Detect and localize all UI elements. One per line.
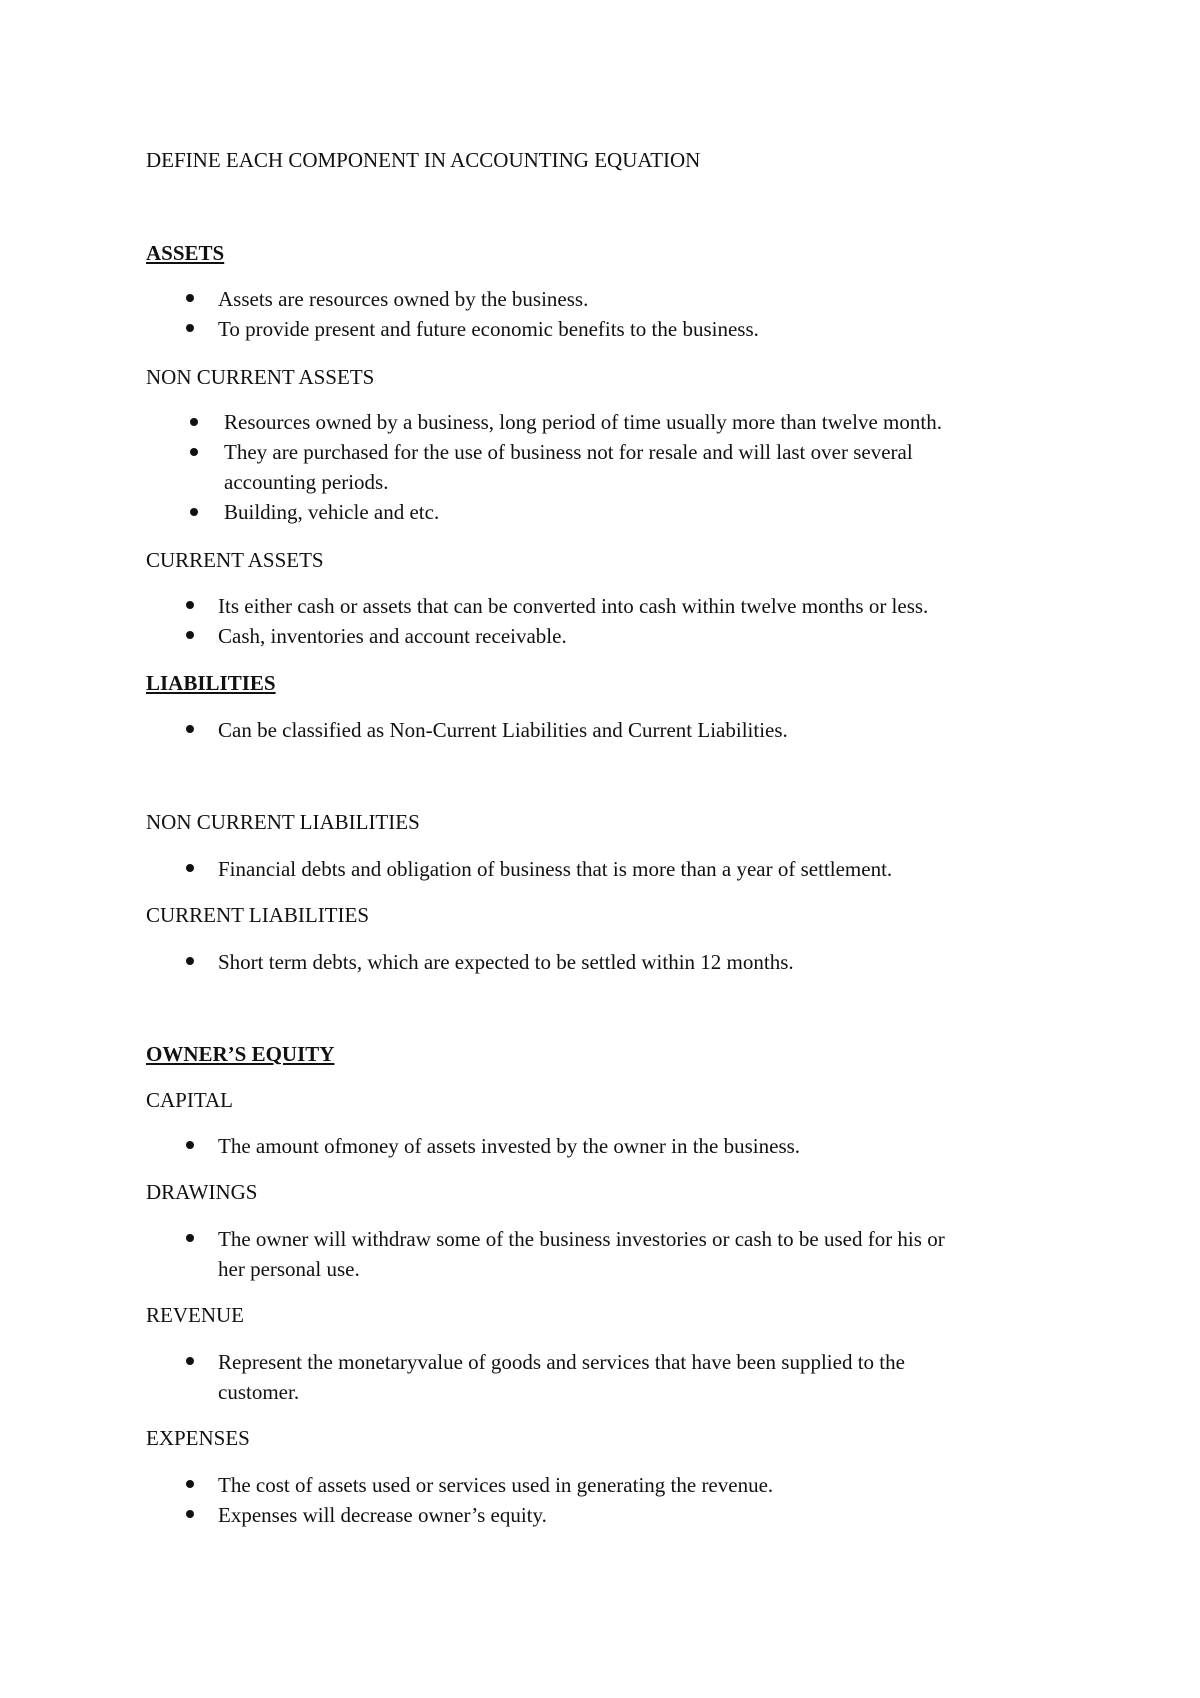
- bullet-icon: [186, 864, 194, 872]
- bullet-icon: [190, 448, 198, 456]
- bullet-icon: [190, 508, 198, 516]
- capital-heading: CAPITAL: [146, 1088, 233, 1112]
- bullet-icon: [190, 418, 198, 426]
- list-item: Can be classified as Non-Current Liabilities and Current Liabilities.: [218, 718, 788, 742]
- assets-heading: ASSETS: [146, 241, 225, 265]
- bullet-icon: [186, 725, 194, 733]
- non-current-assets-heading: NON CURRENT ASSETS: [146, 365, 375, 389]
- current-liabilities-heading: CURRENT LIABILITIES: [146, 903, 370, 927]
- list-item: Short term debts, which are expected to be settled within 12 months.: [218, 950, 794, 974]
- page-title: DEFINE EACH COMPONENT IN ACCOUNTING EQUATION: [146, 148, 701, 172]
- bullet-icon: [186, 1510, 194, 1518]
- list-item: The owner will withdraw some of the business investories or cash to be used for his or: [218, 1227, 945, 1251]
- non-current-liabilities-heading: NON CURRENT LIABILITIES: [146, 810, 420, 834]
- current-assets-heading: CURRENT ASSETS: [146, 548, 324, 572]
- list-item: Represent the monetaryvalue of goods and services that have been supplied to the: [218, 1350, 905, 1374]
- bullet-icon: [186, 1141, 194, 1149]
- bullet-icon: [186, 324, 194, 332]
- revenue-heading: REVENUE: [146, 1303, 244, 1327]
- owners-equity-heading: OWNER’S EQUITY: [146, 1042, 335, 1066]
- list-item: Resources owned by a business, long period of time usually more than twelve month.: [224, 410, 942, 434]
- bullet-icon: [186, 957, 194, 965]
- list-item: Financial debts and obligation of business that is more than a year of settlement.: [218, 857, 893, 881]
- list-item-continuation: her personal use.: [218, 1257, 360, 1281]
- list-item: Building, vehicle and etc.: [224, 500, 440, 524]
- list-item: Expenses will decrease owner’s equity.: [218, 1503, 547, 1527]
- list-item: They are purchased for the use of business not for resale and will last over several: [224, 440, 913, 464]
- bullet-icon: [186, 1357, 194, 1365]
- list-item: The cost of assets used or services used in generating the revenue.: [218, 1473, 774, 1497]
- list-item: To provide present and future economic benefits to the business.: [218, 317, 759, 341]
- bullet-icon: [186, 294, 194, 302]
- bullet-icon: [186, 601, 194, 609]
- list-item: The amount ofmoney of assets invested by the owner in the business.: [218, 1134, 801, 1158]
- list-item: Assets are resources owned by the business.: [218, 287, 589, 311]
- list-item: Cash, inventories and account receivable.: [218, 624, 567, 648]
- bullet-icon: [186, 1480, 194, 1488]
- list-item-continuation: customer.: [218, 1380, 300, 1404]
- liabilities-heading: LIABILITIES: [146, 671, 276, 695]
- expenses-heading: EXPENSES: [146, 1426, 250, 1450]
- bullet-icon: [186, 631, 194, 639]
- drawings-heading: DRAWINGS: [146, 1180, 258, 1204]
- list-item: Its either cash or assets that can be converted into cash within twelve months or less.: [218, 594, 929, 618]
- list-item-continuation: accounting periods.: [224, 470, 389, 494]
- bullet-icon: [186, 1234, 194, 1242]
